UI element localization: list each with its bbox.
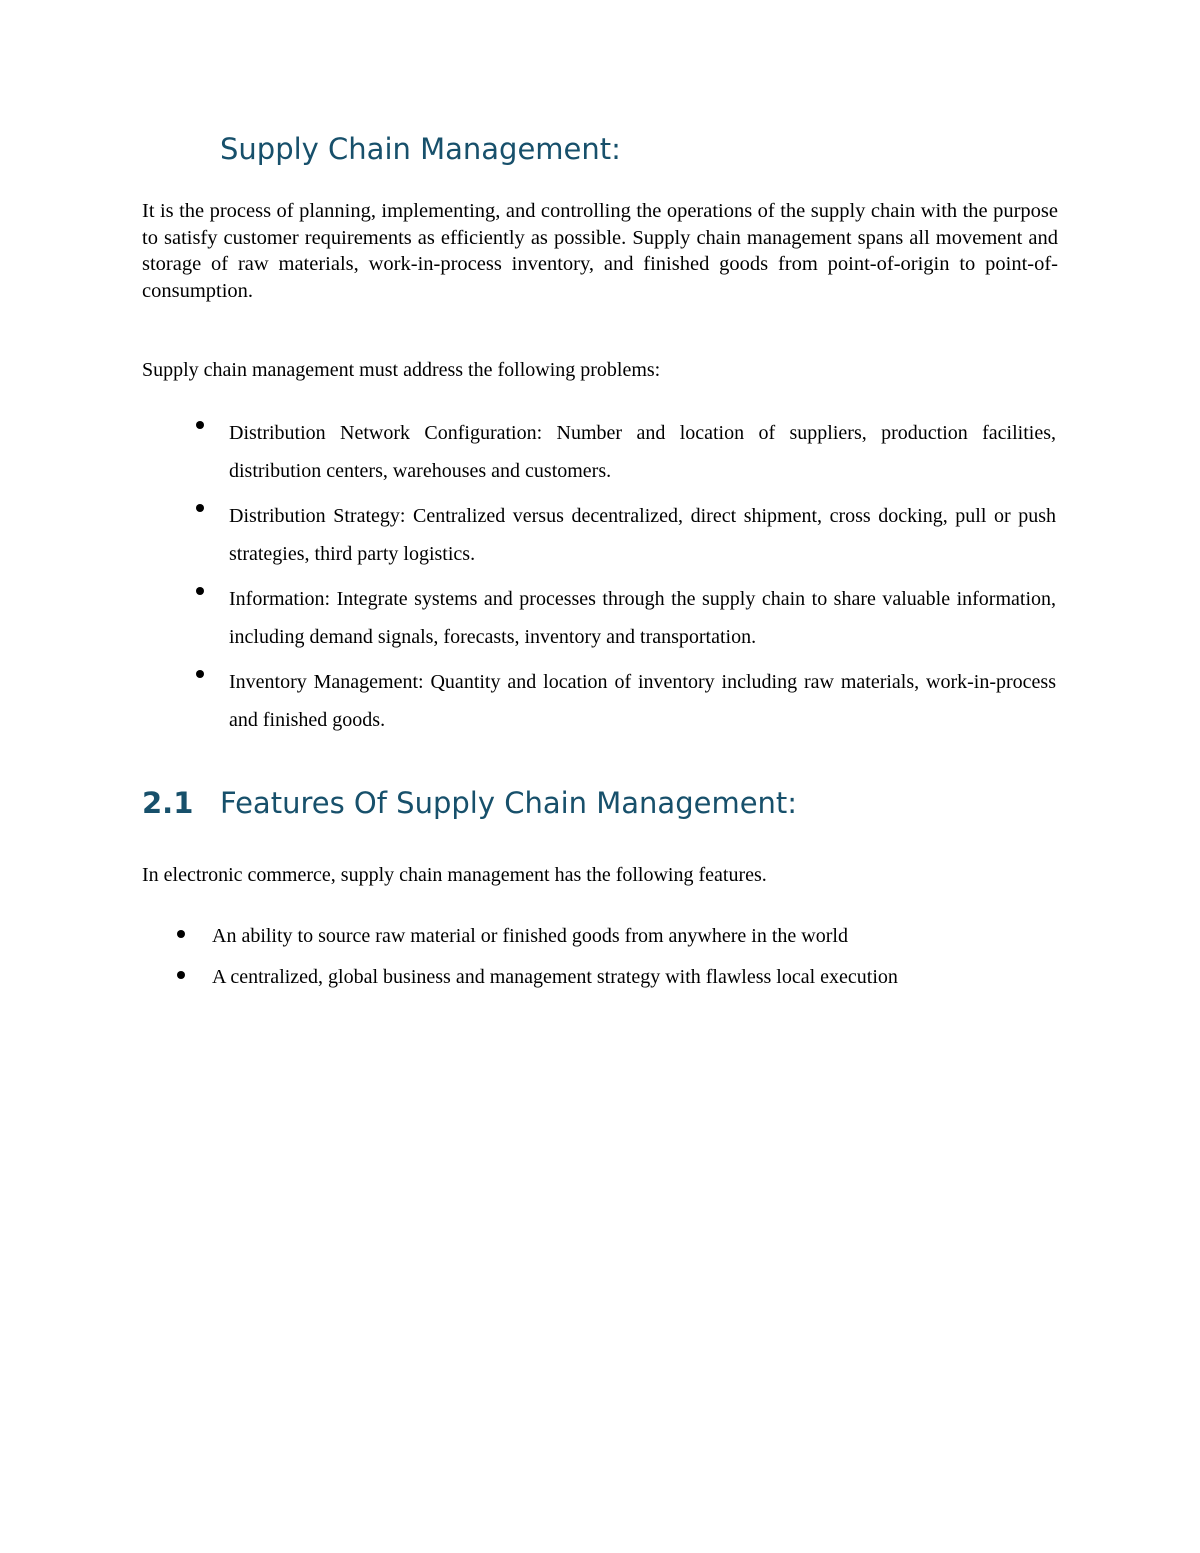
list-item-text: Inventory Management: Quantity and location of inventory including raw materials, work-in-process and finished goods. [229,671,1056,731]
bullet-icon [177,971,185,979]
list-item-text: An ability to source raw material or finished goods from anywhere in the world [212,925,848,947]
list-item-text: Information: Integrate systems and processes through the supply chain to share valuable information, including demand signals, forecasts, inventory and transportation. [229,588,1056,648]
problems-list [190,415,1056,747]
list-item [190,581,1056,656]
subsection-number: 2.1 [142,786,194,820]
features-list [172,921,898,1003]
section-heading: Supply Chain Management: [220,132,621,166]
list-item [190,415,1056,490]
features-intro-paragraph: In electronic commerce, supply chain management has the following features. [142,864,767,886]
intro-paragraph: It is the process of planning, implementing, and controlling the operations of the supply chain with the purpose to satisfy customer requirements as efficiently as possible. Supply chain management spans all movement and storage of raw materials, work-in-process inventory, and finished goods from point-of-origin to point-of-consumption. [142,200,1058,303]
list-item [190,498,1056,573]
bullet-icon [196,421,204,429]
problems-intro-paragraph: Supply chain management must address the following problems: [142,359,661,381]
subsection-title: Features Of Supply Chain Management: [220,786,798,820]
bullet-icon [196,670,204,678]
list-item [172,962,898,992]
bullet-icon [177,930,185,938]
list-item [190,664,1056,739]
list-item-text: A centralized, global business and management strategy with flawless local execution [212,966,898,988]
list-item-text: Distribution Network Configuration: Number and location of suppliers, production facilities, distribution centers, warehouses and customers. [229,422,1056,482]
bullet-icon [196,587,204,595]
list-item-text: Distribution Strategy: Centralized versus decentralized, direct shipment, cross docking, pull or push strategies, third party logistics. [229,505,1056,565]
subsection-heading [142,786,797,820]
list-item [172,921,898,951]
bullet-icon [196,504,204,512]
